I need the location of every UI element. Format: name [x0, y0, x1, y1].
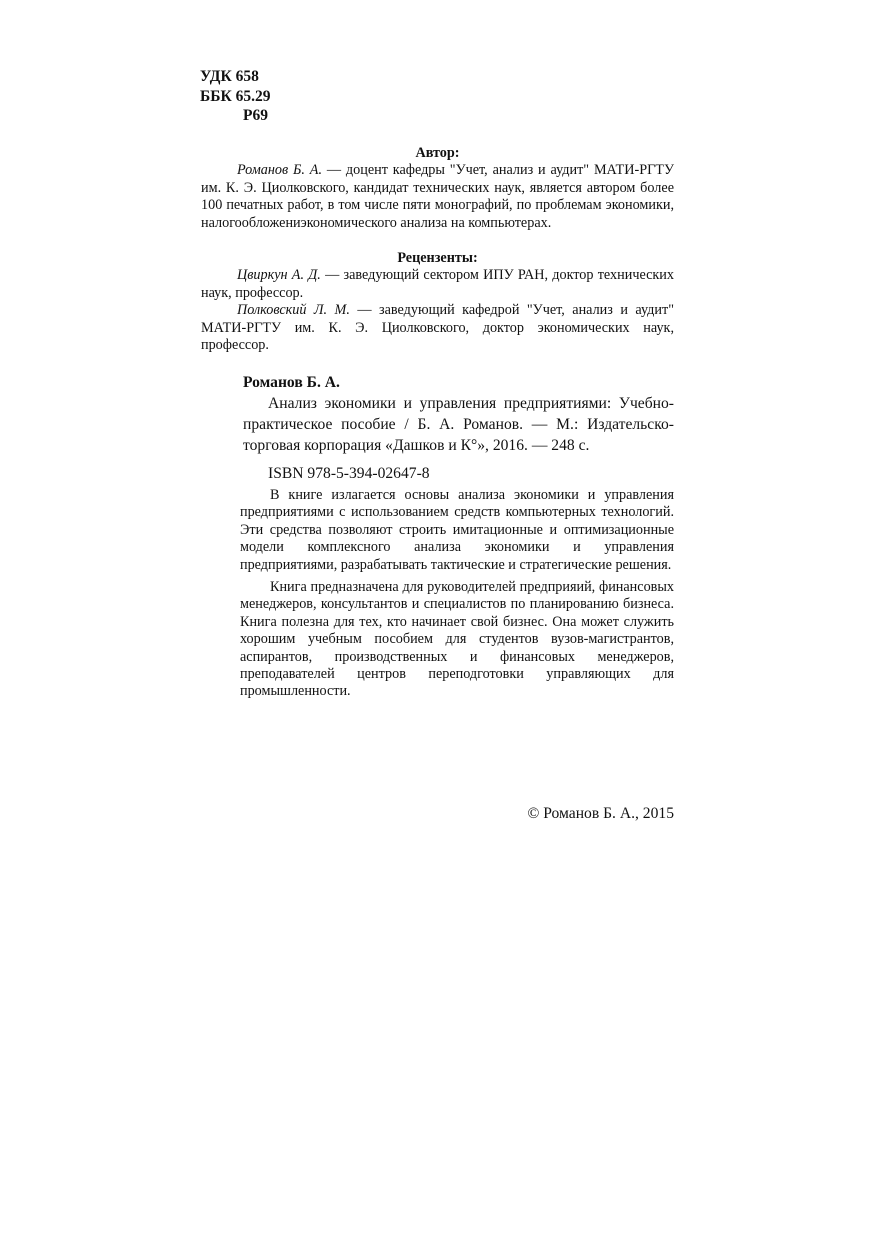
author-name: Романов Б. А. [237, 162, 323, 179]
bib-description: Анализ экономики и управления предприятиями: Учебно-практическое пособие / Б. А. Романов. — М.: Издательско-торговая корпорация «Дашков и К°», 2016. — 248 с. [243, 395, 674, 454]
author-mark: Р69 [243, 107, 268, 124]
abstract-paragraph: Книга предназначена для руководителей предприяий, финансовых менеджеров, консультантов и специалистов по планированию бизнеса. Книга полезна для тех, кто начинает свой бизнес. Она может служить хорошим учебным пособием для студентов вузов-магистрантов, аспирантов, производственных и финансовых менеджеров, преподавателей центров переподготовки управляющих для промышленности. [240, 579, 674, 700]
reviewer-item [201, 267, 674, 302]
author-description [201, 162, 674, 232]
reviewer-name: Полковский Л. М. [237, 302, 350, 319]
reviewers-heading: Рецензенты: [397, 250, 478, 266]
bbk-code: ББК 65.29 [200, 87, 271, 105]
bib-author: Романов Б. А. [243, 374, 340, 391]
abstract-paragraph: В книге излагается основы анализа экономики и управления предприятиями с использованием средств компьютерных технологий. Эти средства позволяют строить имитационные и оптимизационные модели комплексного анализа экономики и управления предприятиями, разрабатывать тактические и стратегические решения. [240, 487, 674, 573]
author-bio: — доцент кафедры "Учет, анализ и аудит" МАТИ-РГТУ им. К. Э. Циолковского, кандидат технических наук, является автором более 100 печатных работ, в том числе пяти монографий, по проблемам экономики, налогообложениэкономического анализа на компьютерах. [201, 162, 674, 231]
reviewer-item [201, 302, 674, 354]
copyright: © Романов Б. А., 2015 [527, 805, 674, 822]
reviewer-name: Цвиркун А. Д. [237, 267, 321, 284]
isbn: ISBN 978-5-394-02647-8 [268, 465, 430, 482]
reviewers-section [201, 250, 674, 354]
udk-code: УДК 658 [200, 68, 259, 85]
author-section [201, 145, 674, 232]
abstract [240, 487, 674, 701]
reviewer-description: — заведующий кафедрой "Учет, анализ и аудит" МАТИ-РГТУ им. К. Э. Циолковского, доктор экономических наук, профессор. [201, 302, 674, 354]
reviewer-description: — заведующий сектором ИПУ РАН, доктор технических наук, профессор. [201, 267, 674, 301]
bibliographic-record [243, 372, 674, 484]
author-heading: Автор: [415, 145, 460, 161]
classification-codes [200, 67, 270, 126]
